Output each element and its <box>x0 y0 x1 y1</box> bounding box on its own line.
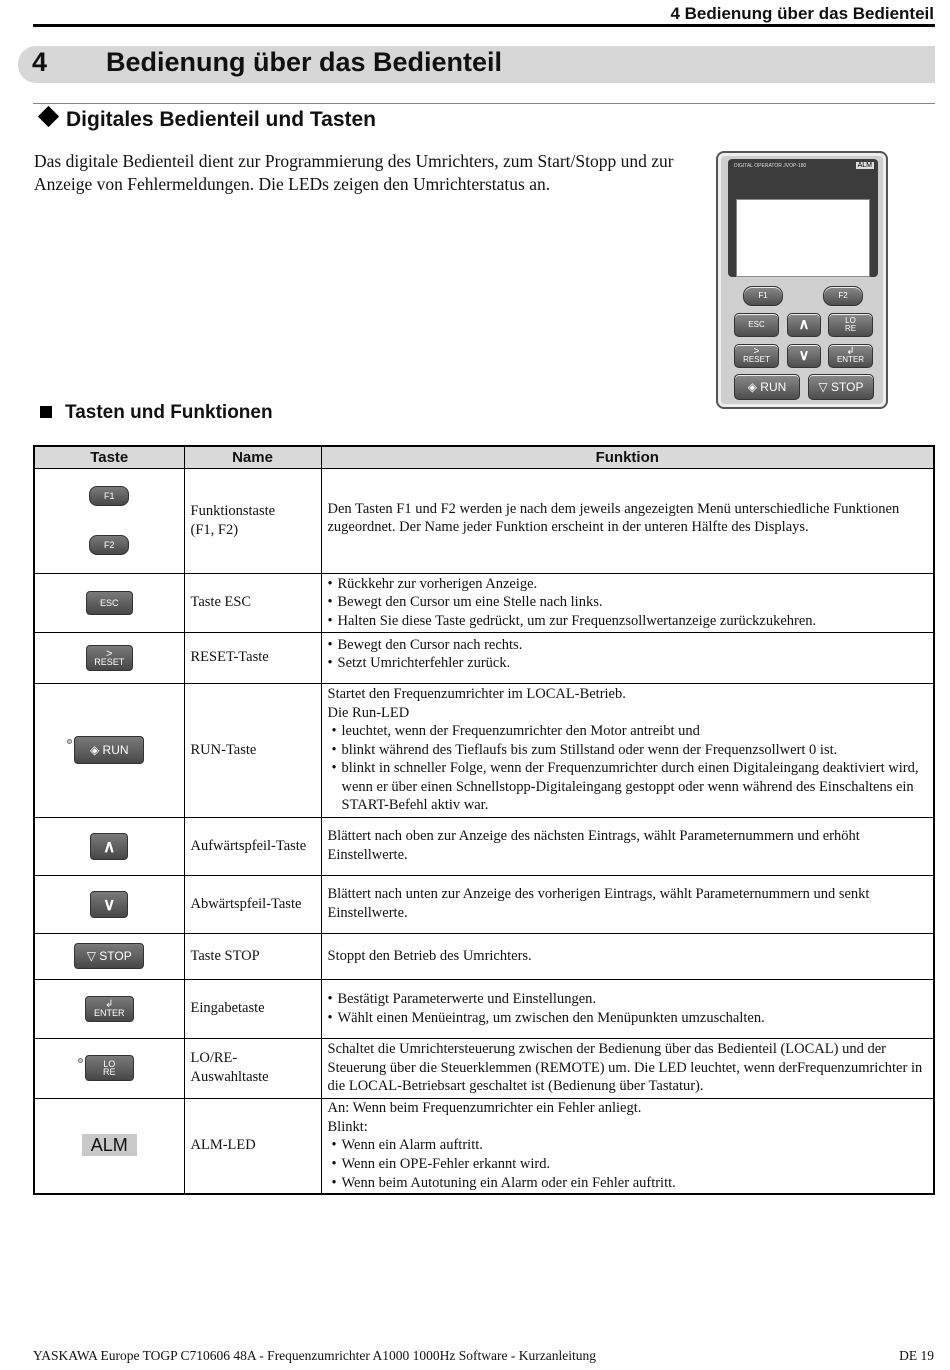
section-heading-text: Digitales Bedienteil und Tasten <box>66 108 376 131</box>
subsection-heading <box>40 402 273 424</box>
key-function-table <box>33 445 935 1195</box>
op-reset-key: > RESET <box>734 344 779 368</box>
op-stop-key: ▽ STOP <box>808 374 874 400</box>
table-row <box>34 933 934 979</box>
op-enter-key: ↲ ENTER <box>828 344 873 368</box>
chapter-bar <box>18 46 935 83</box>
diamond-bullet-icon <box>38 106 59 127</box>
name-cell: RESET-Taste <box>184 632 321 683</box>
key-cell <box>34 1038 184 1098</box>
name-cell: Taste STOP <box>184 933 321 979</box>
f2-key-icon: F2 <box>89 535 129 555</box>
chapter-number: 4 <box>32 47 48 77</box>
stop-symbol-icon: ▽ <box>86 949 96 963</box>
alm-led-icon: ALM <box>82 1134 137 1156</box>
name-cell: Funktionstaste (F1, F2) <box>184 468 321 573</box>
function-cell: Startet den Frequenzumrichter im LOCAL-Betrieb. Die Run-LED • leuchtet, wenn der Frequenzumrichter den Motor antreibt und • blinkt während des Tieflaufs bis zum Stillstand oder wenn der Frequenzsollwert 0 ist. • blinkt in schneller Folge, wenn der Frequenzumrichter durch einen Digitaleingang deaktiviert wird, wenn er über einen Schnellstopp-Digitaleingang gestoppt oder wenn während des Einschaltens ein START-Befehl aktiv war. <box>321 683 934 817</box>
table-header-row <box>34 446 934 468</box>
table-row <box>34 468 934 573</box>
key-cell <box>34 817 184 875</box>
op-f1-key: F1 <box>743 286 783 306</box>
key-cell <box>34 632 184 683</box>
key-cell <box>34 1098 184 1194</box>
table-row <box>34 979 934 1038</box>
key-cell <box>34 468 184 573</box>
op-esc-key: ESC <box>734 313 779 337</box>
function-cell: • Rückkehr zur vorherigen Anzeige. • Bewegt den Cursor um eine Stelle nach links. • Halten Sie diese Taste gedrückt, um zur Frequenzsollwertanzeige zurückzukehren. <box>321 573 934 632</box>
lore-led-icon <box>78 1058 83 1063</box>
operator-display-area <box>728 159 878 277</box>
header-name: Name <box>184 446 321 468</box>
section-heading <box>38 108 376 132</box>
esc-key-icon: ESC <box>86 591 133 615</box>
lore-key-icon: LO RE <box>85 1055 134 1081</box>
op-f2-key: F2 <box>823 286 863 306</box>
table-row <box>34 683 934 817</box>
key-cell <box>34 875 184 933</box>
function-cell: • Bestätigt Parameterwerte und Einstellungen. • Wählt einen Menüeintrag, um zwischen den Menüpunkten umzuschalten. <box>321 979 934 1038</box>
run-key-icon: ◈ RUN <box>74 736 144 764</box>
chapter-title: Bedienung über das Bedienteil <box>106 47 503 77</box>
function-cell: Blättert nach unten zur Anzeige des vorherigen Eintrags, wählt Parameternummern und senkt Einstellwerte. <box>321 875 934 933</box>
subsection-heading-text: Tasten und Funktionen <box>65 402 273 423</box>
f1-key-icon: F1 <box>89 486 129 506</box>
op-up-key: ∧ <box>787 313 821 337</box>
table-row <box>34 1098 934 1194</box>
function-cell: Den Tasten F1 und F2 werden je nach dem jeweils angezeigten Menü unterschiedliche Funktionen zugeordnet. Der Name jeder Funktion erscheint in der unteren Hälfte des Displays. <box>321 468 934 573</box>
key-cell <box>34 683 184 817</box>
digital-operator-image <box>716 151 888 409</box>
op-lore-key: LO RE <box>828 313 873 337</box>
run-led-icon <box>67 739 72 744</box>
intro-paragraph: Das digitale Bedienteil dient zur Programmierung des Umrichters, zum Start/Stopp und zur Anzeige von Fehlermeldungen. Die LEDs zeigen den Umrichterstatus an. <box>34 151 674 194</box>
run-symbol-icon: ◈ <box>89 743 100 757</box>
down-arrow-key-icon: ∨ <box>90 891 128 918</box>
operator-screen <box>736 199 870 277</box>
operator-alm-led: ALM <box>857 162 872 169</box>
stop-key-icon: ▽ STOP <box>74 943 144 969</box>
footer-page-number: DE 19 <box>899 1348 934 1363</box>
op-down-key: ∨ <box>787 344 821 368</box>
name-cell: LO/RE- Auswahltaste <box>184 1038 321 1098</box>
square-bullet-icon <box>40 406 52 418</box>
header-function: Funktion <box>321 446 934 468</box>
running-header: 4 Bedienung über das Bedienteil <box>670 4 934 23</box>
name-cell: Taste ESC <box>184 573 321 632</box>
op-run-key: ◈ RUN <box>734 374 800 400</box>
name-cell: Abwärtspfeil-Taste <box>184 875 321 933</box>
table-row <box>34 573 934 632</box>
up-arrow-key-icon: ∧ <box>90 833 128 860</box>
key-cell <box>34 979 184 1038</box>
key-cell <box>34 933 184 979</box>
function-cell: Blättert nach oben zur Anzeige des nächsten Eintrags, wählt Parameternummern und erhöht Einstellwerte. <box>321 817 934 875</box>
key-cell <box>34 573 184 632</box>
name-cell: RUN-Taste <box>184 683 321 817</box>
footer-document-title: YASKAWA Europe TOGP C710606 48A - Frequenzumrichter A1000 1000Hz Software - Kurzanleitung <box>33 1348 596 1363</box>
table-row <box>34 817 934 875</box>
name-cell: Eingabetaste <box>184 979 321 1038</box>
header-key: Taste <box>34 446 184 468</box>
enter-key-icon: ↲ ENTER <box>85 996 134 1022</box>
header-rule <box>33 24 935 27</box>
operator-label: DIGITAL OPERATOR JVOP-180 <box>734 163 807 169</box>
name-cell: ALM-LED <box>184 1098 321 1194</box>
function-cell: Stoppt den Betrieb des Umrichters. <box>321 933 934 979</box>
section-rule <box>33 103 935 104</box>
name-cell: Aufwärtspfeil-Taste <box>184 817 321 875</box>
table-row <box>34 1038 934 1098</box>
table-row <box>34 632 934 683</box>
table-row <box>34 875 934 933</box>
function-cell: • Bewegt den Cursor nach rechts. • Setzt Umrichterfehler zurück. <box>321 632 934 683</box>
function-cell: Schaltet die Umrichtersteuerung zwischen der Bedienung über das Bedienteil (LOCAL) und der Steuerung über die Steuerklemmen (REMOTE) um. Die LED leuchtet, wenn derFrequenzumrichter in die LOCAL-Betriebsart geschaltet ist (Bedienung über Tastatur). <box>321 1038 934 1098</box>
reset-key-icon: > RESET <box>86 645 133 671</box>
function-cell: An: Wenn beim Frequenzumrichter ein Fehler anliegt. Blinkt: • Wenn ein Alarm auftritt. • Wenn ein OPE-Fehler erkannt wird. • Wenn beim Autotuning ein Alarm oder ein Fehler auftritt. <box>321 1098 934 1194</box>
